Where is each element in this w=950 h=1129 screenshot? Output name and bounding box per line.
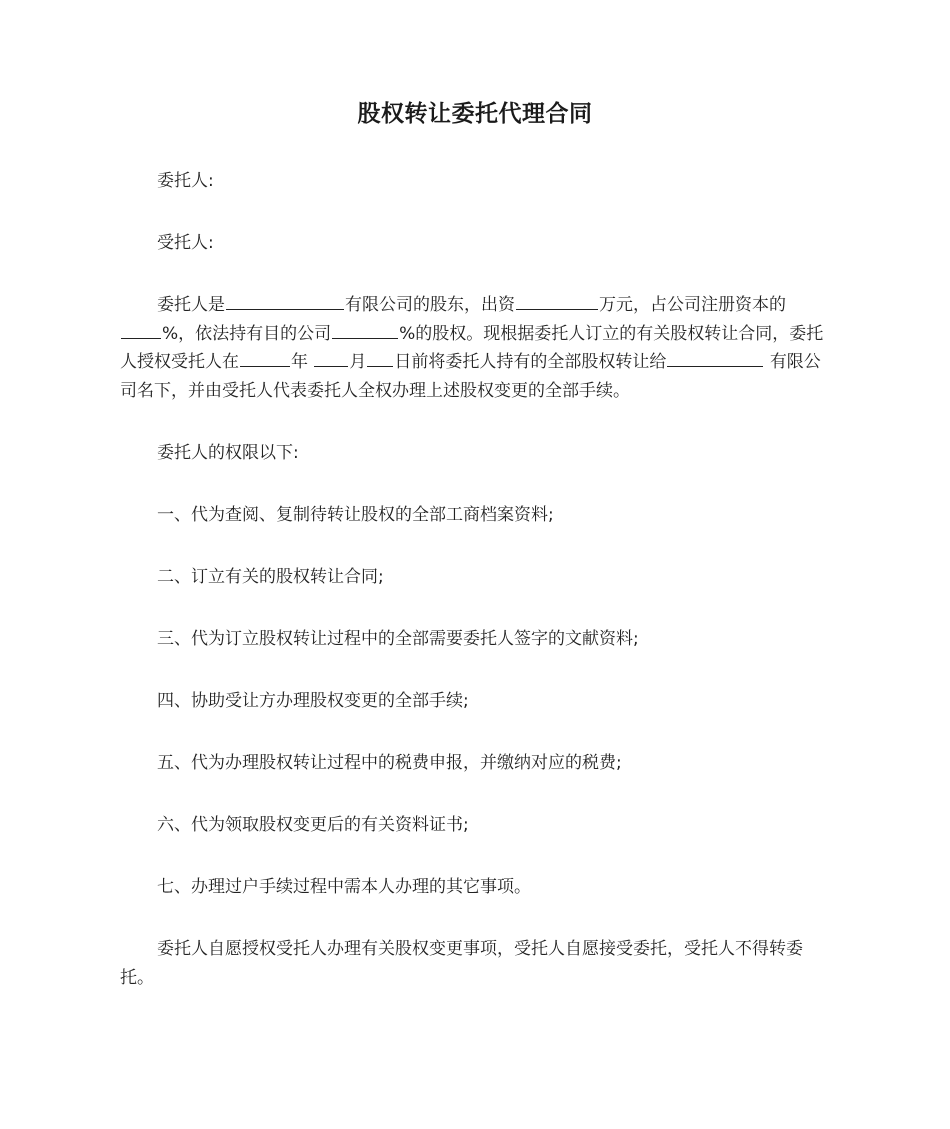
authority-item-4: 四、协助受让方办理股权变更的全部手续;	[157, 691, 469, 711]
intro-text-5: %的股权。现根据委托人订立的有关股权转让合同，委托人授权受托人在	[120, 323, 824, 372]
authority-heading: 委托人的权限以下:	[157, 443, 299, 463]
capital-amount-blank[interactable]	[516, 292, 598, 310]
principal-label: 委托人:	[157, 171, 214, 191]
year-blank[interactable]	[240, 349, 290, 367]
intro-text-3: 万元，占公司注册资本的	[599, 295, 786, 315]
intro-text-4: %，依法持有目的公司	[162, 323, 332, 344]
authority-item-7: 七、办理过户手续过程中需本人办理的其它事项。	[157, 877, 531, 897]
authority-item-6: 六、代为领取股权变更后的有关资料证书;	[157, 815, 469, 835]
intro-text-2: 有限公司的股东，出资	[345, 295, 515, 315]
intro-text-1: 委托人是	[157, 295, 225, 315]
day-blank[interactable]	[367, 349, 393, 367]
authority-item-5: 五、代为办理股权转让过程中的税费申报，并缴纳对应的税费;	[157, 753, 622, 773]
company-name-blank[interactable]	[226, 292, 344, 310]
authority-item-1: 一、代为查阅、复制待转让股权的全部工商档案资料;	[157, 505, 554, 525]
month-blank[interactable]	[314, 349, 348, 367]
document-title: 股权转让委托代理合同	[357, 101, 593, 127]
transferee-company-blank[interactable]	[667, 349, 763, 367]
agent-label: 受托人:	[157, 233, 214, 253]
authority-item-2: 二、订立有关的股权转让合同;	[157, 567, 384, 587]
closing-paragraph: 委托人自愿授权受托人办理有关股权变更事项，受托人自愿接受委托，受托人不得转委托。	[120, 939, 803, 988]
intro-text-8: 日前将委托人持有的全部股权转让给	[394, 352, 667, 372]
intro-text-6: 年	[291, 352, 308, 372]
intro-text-9: 有限公司名下，并由受托人代表委托人全权办理上述股权变更的全部手续。	[120, 352, 821, 401]
intro-paragraph	[120, 291, 832, 405]
registered-capital-percent-blank[interactable]	[121, 321, 161, 339]
intro-text-7: 月	[349, 352, 367, 372]
authority-item-3: 三、代为订立股权转让过程中的全部需要委托人签字的文献资料;	[157, 629, 639, 649]
equity-percent-blank[interactable]	[332, 321, 398, 339]
